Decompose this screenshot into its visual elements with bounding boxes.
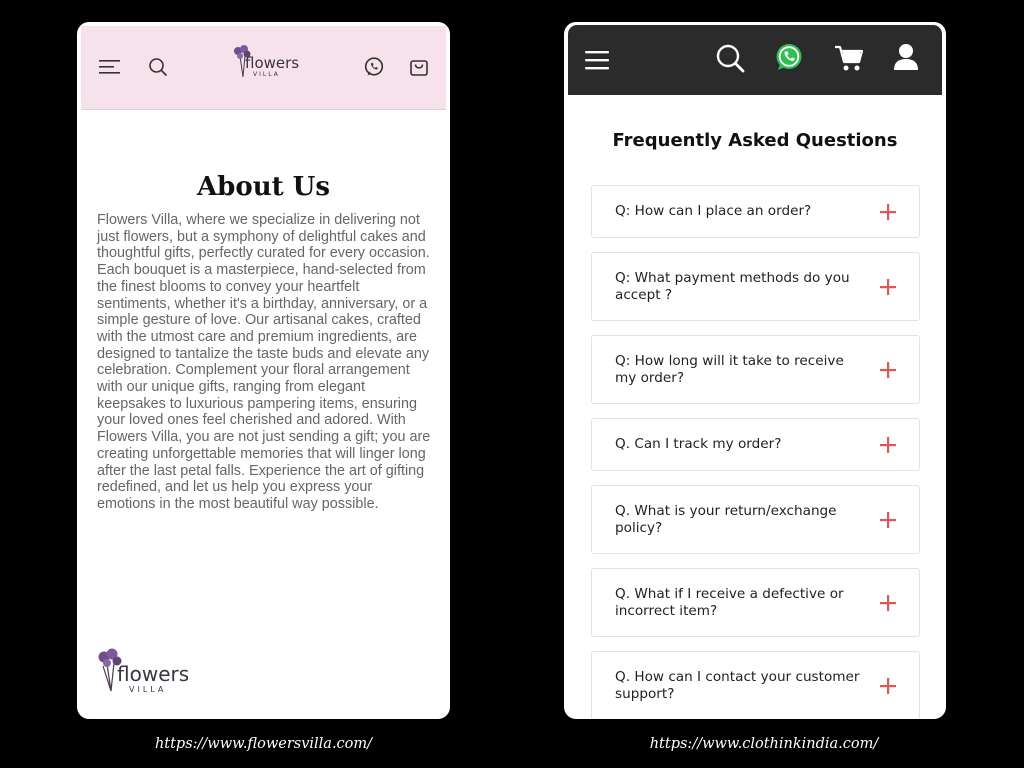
site-header	[81, 26, 446, 110]
search-icon[interactable]	[713, 41, 747, 75]
faq-question: Q: What payment methods do you accept ?	[615, 269, 850, 303]
plus-icon[interactable]	[879, 436, 897, 454]
clothinkindia-screen	[564, 22, 946, 719]
cart-icon[interactable]	[404, 52, 434, 82]
flowersvilla-logo[interactable]	[231, 44, 307, 80]
faq-item[interactable]	[591, 252, 920, 321]
faq-item[interactable]	[591, 485, 920, 554]
whatsapp-icon[interactable]	[359, 52, 389, 82]
site-header	[568, 25, 942, 95]
logo-text: flowers	[245, 54, 300, 72]
about-text: Flowers Villa, where we specialize in delivering not just flowers, but a symphony of delightful cakes and thoughtful gifts, perfectly curated for every occasion. Each bouquet is a masterpiece, hand-selected from the finest blooms to convey your heartfelt sentiments, whether it's a birthday, anniversary, or a simple gesture of love. Our artisanal cakes, crafted with the utmost care and premium ingredients, are designed to tantalize the taste buds and elevate any celebration. Complement your floral arrangement with our unique gifts, ranging from elegant keepsakes to luxurious pampering items, ensuring your loved ones feel cherished and adored. With Flowers Villa, you are not just sending a gift; you are creating unforgettable memories that will linger long after the last petal falls. Experience the art of gifting redefined, and let us help you express your emotions in the most beautiful way possible.	[97, 212, 431, 512]
right-url-caption: https://www.clothinkindia.com/	[649, 736, 879, 752]
whatsapp-icon[interactable]	[772, 40, 806, 74]
flowersvilla-screen	[77, 22, 450, 719]
faq-question: Q: How long will it take to receive my order?	[615, 352, 844, 386]
plus-icon[interactable]	[879, 203, 897, 221]
footer-logo-text: flowers	[117, 662, 190, 686]
menu-icon[interactable]	[582, 45, 612, 75]
footer-logo-subtext: VILLA	[129, 685, 167, 694]
plus-icon[interactable]	[879, 677, 897, 695]
page-title: About Us	[197, 172, 330, 202]
search-icon[interactable]	[143, 52, 173, 82]
faq-item[interactable]	[591, 651, 920, 719]
cart-icon[interactable]	[832, 41, 866, 75]
left-url-caption: https://www.flowersvilla.com/	[154, 736, 373, 752]
faq-question: Q. What if I receive a defective or incorrect item?	[615, 585, 844, 619]
faq-question: Q: How can I place an order?	[615, 203, 812, 219]
faq-item[interactable]	[591, 418, 920, 471]
plus-icon[interactable]	[879, 361, 897, 379]
logo-subtext: VILLA	[253, 71, 280, 78]
faq-question: Q. What is your return/exchange policy?	[615, 502, 837, 536]
faq-item[interactable]	[591, 568, 920, 637]
faq-title: Frequently Asked Questions	[612, 130, 898, 151]
faq-list	[591, 185, 920, 719]
user-icon[interactable]	[889, 40, 923, 74]
plus-icon[interactable]	[879, 278, 897, 296]
faq-item[interactable]	[591, 335, 920, 404]
footer-logo[interactable]	[95, 648, 205, 694]
plus-icon[interactable]	[879, 511, 897, 529]
faq-question: Q. How can I contact your customer support?	[615, 668, 860, 702]
faq-question: Q. Can I track my order?	[615, 436, 782, 452]
faq-item[interactable]	[591, 185, 920, 238]
plus-icon[interactable]	[879, 594, 897, 612]
menu-icon[interactable]	[95, 52, 125, 82]
